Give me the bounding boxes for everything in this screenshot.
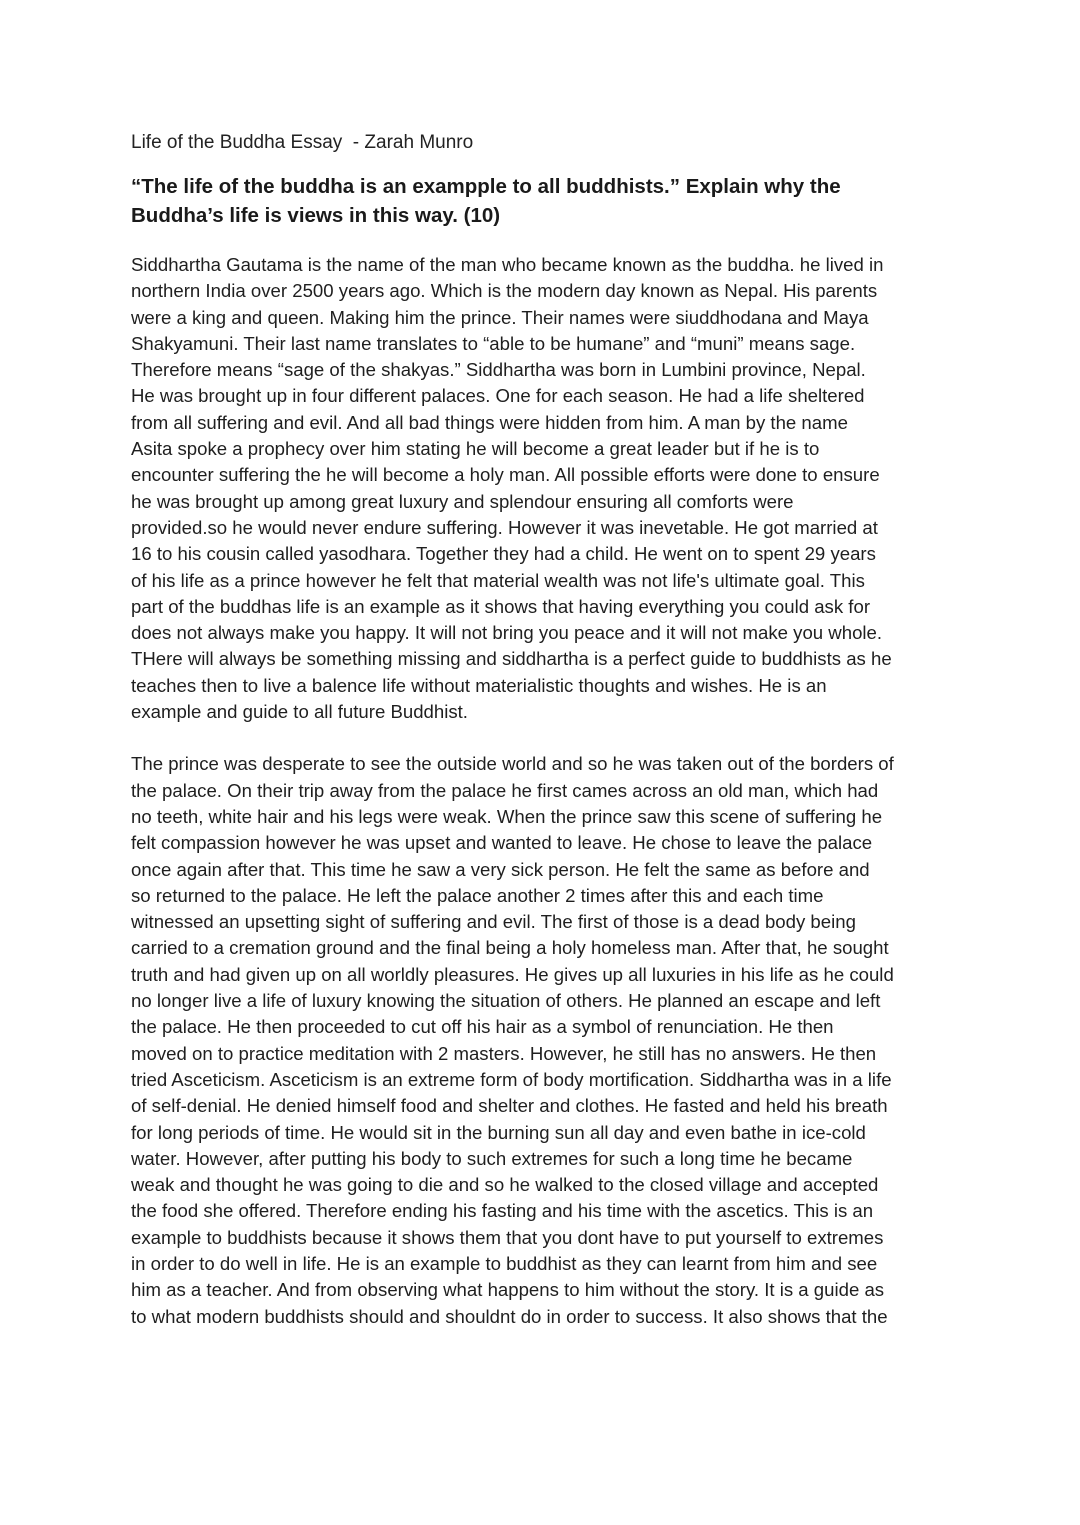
question-line: “The life of the buddha is an exampple to all buddhists.” Explain why the [131, 175, 841, 198]
paragraph-line: Shakyamuni. Their last name translates to “able to be humane” and “muni” means sage. [131, 332, 856, 354]
essay-page [131, 130, 951, 1356]
essay-paragraph-2 [131, 751, 951, 1330]
paragraph-line: tried Asceticism. Asceticism is an extreme form of body mortification. Siddhartha was in a life [131, 1068, 892, 1090]
paragraph-line: the food she offered. Therefore ending his fasting and his time with the ascetics. This is an [131, 1200, 874, 1222]
paragraph-line: for long periods of time. He would sit in the burning sun all day and even bathe in ice-cold [131, 1121, 866, 1143]
paragraph-line: he was brought up among great luxury and splendour ensuring all comforts were [131, 490, 794, 512]
paragraph-line: the palace. On their trip away from the palace he first cames across an old man, which had [131, 779, 879, 801]
paragraph-line: The prince was desperate to see the outside world and so he was taken out of the borders of [131, 753, 894, 775]
paragraph-line: the palace. He then proceeded to cut off his hair as a symbol of renunciation. He then [131, 1016, 834, 1038]
document-header: Life of the Buddha Essay - Zarah Munro [131, 132, 474, 153]
paragraph-line: from all suffering and evil. And all bad things were hidden from him. A man by the name [131, 411, 848, 433]
paragraph-line: of self-denial. He denied himself food and shelter and clothes. He fasted and held his breath [131, 1095, 888, 1117]
paragraph-line: water. However, after putting his body to such extremes for such a long time he became [131, 1147, 853, 1169]
paragraph-line: no longer live a life of luxury knowing the situation of others. He planned an escape and left [131, 990, 881, 1012]
essay-paragraph-1 [131, 252, 951, 725]
paragraph-line: to what modern buddhists should and shouldnt do in order to success. It also shows that the [131, 1305, 888, 1327]
paragraph-line: weak and thought he was going to die and so he walked to the closed village and accepted [131, 1174, 879, 1196]
paragraph-line: does not always make you happy. It will not bring you peace and it will not make you whole. [131, 622, 883, 644]
paragraph-line: THere will always be something missing and siddhartha is a perfect guide to buddhists as he [131, 648, 892, 670]
paragraph-line: him as a teacher. And from observing what happens to him without the story. It is a guide as [131, 1279, 885, 1301]
paragraph-line: no teeth, white hair and his legs were weak. When the prince saw this scene of suffering he [131, 805, 883, 827]
paragraph-line: example to buddhists because it shows them that you dont have to put yourself to extremes [131, 1226, 884, 1248]
paragraph-line: moved on to practice meditation with 2 masters. However, he still has no answers. He then [131, 1042, 877, 1064]
paragraph-line: Asita spoke a prophecy over him stating he will become a great leader but if he is to [131, 438, 820, 460]
paragraph-line: witnessed an upsetting sight of suffering and evil. The first of those is a dead body being [131, 911, 856, 933]
paragraph-line: part of the buddhas life is an example as it shows that having everything you could ask for [131, 595, 871, 617]
paragraph-line: He was brought up in four different palaces. One for each season. He had a life sheltered [131, 385, 865, 407]
paragraph-line: carried to a cremation ground and the final being a holy homeless man. After that, he sought [131, 937, 889, 959]
question-line: Buddha’s life is views in this way. (10) [131, 204, 501, 227]
paragraph-line: truth and had given up on all worldly pleasures. He gives up all luxuries in his life as he could [131, 963, 894, 985]
paragraph-line: 16 to his cousin called yasodhara. Together they had a child. He went on to spent 29 years [131, 543, 876, 565]
paragraph-line: Siddhartha Gautama is the name of the man who became known as the buddha. he lived in [131, 254, 884, 275]
paragraph-line: northern India over 2500 years ago. Which is the modern day known as Nepal. His parents [131, 280, 878, 302]
paragraph-line: provided.so he would never endure suffering. However it was inevetable. He got married at [131, 516, 878, 538]
paragraph-line: were a king and queen. Making him the prince. Their names were siuddhodana and Maya [131, 306, 869, 328]
paragraph-line: once again after that. This time he saw a very sick person. He felt the same as before and [131, 858, 870, 880]
paragraph-line: so returned to the palace. He left the palace another 2 times after this and each time [131, 884, 824, 906]
essay-question [131, 172, 951, 230]
paragraph-line: encounter suffering the he will become a holy man. All possible efforts were done to ensure [131, 464, 880, 486]
paragraph-line: teaches then to live a balence life without materialistic thoughts and wishes. He is an [131, 674, 827, 696]
paragraph-line: example and guide to all future Buddhist. [131, 701, 468, 723]
paragraph-line: Therefore means “sage of the shakyas.” Siddhartha was born in Lumbini province, Nepal. [131, 359, 866, 381]
paragraph-line: felt compassion however he was upset and wanted to leave. He chose to leave the palace [131, 832, 873, 854]
paragraph-line: in order to do well in life. He is an example to buddhist as they can learnt from him and see [131, 1252, 878, 1274]
paragraph-line: of his life as a prince however he felt that material wealth was not life's ultimate goal. This [131, 569, 865, 591]
